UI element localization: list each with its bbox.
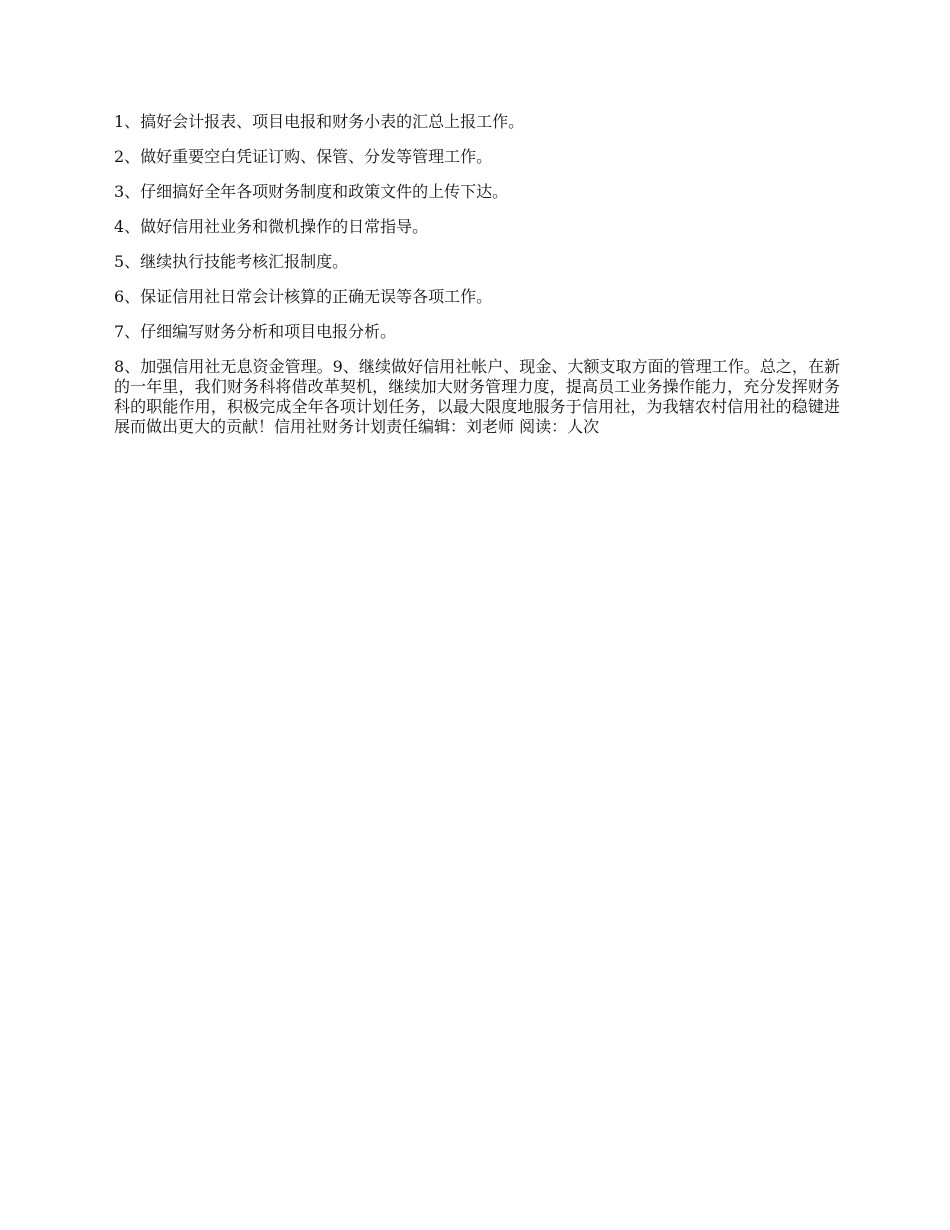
list-item-7: 7、仔细编写财务分析和项目电报分析。 bbox=[114, 322, 397, 341]
document-body bbox=[114, 112, 840, 452]
list-item-4: 4、做好信用社业务和微机操作的日常指导。 bbox=[114, 217, 429, 236]
list-item-1: 1、搞好会计报表、项目电报和财务小表的汇总上报工作。 bbox=[114, 112, 525, 131]
list-item-2: 2、做好重要空白凭证订购、保管、分发等管理工作。 bbox=[114, 147, 493, 166]
list-item-5: 5、继续执行技能考核汇报制度。 bbox=[114, 252, 349, 271]
list-item-8-paragraph: 8、加强信用社无息资金管理。9、继续做好信用社帐户、现金、大额支取方面的管理工作。总之，在新的一年里，我们财务科将借改革契机，继续加大财务管理力度，提高员工业务操作能力，充分发挥财务科的职能作用，积极完成全年各项计划任务，以最大限度地服务于信用社，为我辖农村信用社的稳键进展而做出更大的贡献！信用社财务计划责任编辑：刘老师 阅读：人次 bbox=[114, 357, 840, 436]
list-item-3: 3、仔细搞好全年各项财务制度和政策文件的上传下达。 bbox=[114, 182, 509, 201]
list-item-6: 6、保证信用社日常会计核算的正确无误等各项工作。 bbox=[114, 287, 493, 306]
